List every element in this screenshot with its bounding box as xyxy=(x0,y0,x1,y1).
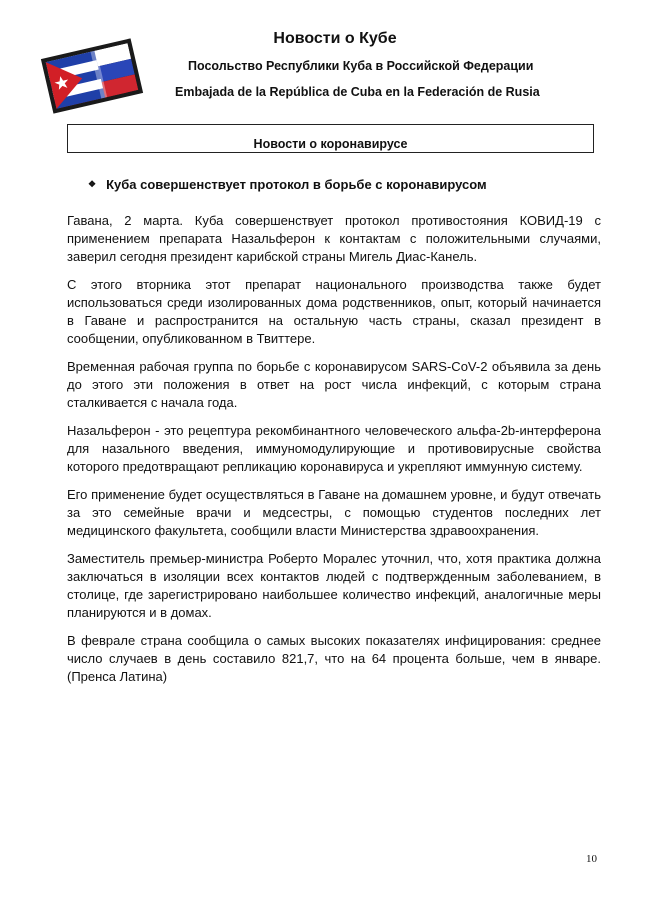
article-paragraph: Назальферон - это рецептура рекомбинантного человеческого альфа-2b-интерферона для назального введения, иммуномодулирующие и противовирусные свойства которого предотвращают репликацию коронавируса и укрепляют иммунную систему. xyxy=(67,423,601,474)
diamond-bullet-icon: ❖ xyxy=(88,179,97,189)
article-paragraph: С этого вторника этот препарат национального производства также будет использоваться среди изолированных дома родственников, опыт, который начинается в Гаване и распространится на остальную часть страны, сказал президент в сообщении, опубликованном в Твиттере. xyxy=(67,277,601,346)
page-number: 10 xyxy=(586,853,597,865)
article-headline-text: Куба совершенствует протокол в борьбе с коронавирусом xyxy=(106,177,487,192)
section-header-box xyxy=(67,124,594,153)
article-headline xyxy=(88,177,487,192)
cuba-russia-flags-logo xyxy=(40,36,144,116)
article-paragraph: Гавана, 2 марта. Куба совершенствует протокол противостояния КОВИД-19 с применением препарата Назальферон к контактам с положительными случаями, заверил сегодня президент карибской страны Мигель Диас-Канель. xyxy=(67,213,601,264)
article-paragraph: Его применение будет осуществляться в Гаване на домашнем уровне, и будут отвечать за это семейные врачи и медсестры, с помощью студентов последних лет медицинского факультета, сообщили власти Министерства здравоохранения. xyxy=(67,487,601,538)
section-title: Новости о коронавирусе xyxy=(253,137,408,151)
article-paragraph: Заместитель премьер-министра Роберто Моралес уточнил, что, хотя практика должна заключаться в изоляции всех контактов людей с подтвержденным заболеванием, в столице, где зарегистрировано наибольшее количество инфекций, аналогичные меры планируются и в домах. xyxy=(67,551,601,620)
embassy-name-spanish: Embajada de la República de Cuba en la Federación de Rusia xyxy=(175,85,540,99)
article-paragraph: Временная рабочая группа по борьбе с коронавирусом SARS-CoV-2 объявила за день до этого эти положения в ответ на рост числа инфекций, с которым страна сталкивается с начала года. xyxy=(67,359,601,410)
page-title: Новости о Кубе xyxy=(273,30,397,47)
article-body xyxy=(67,212,601,696)
embassy-name-russian: Посольство Республики Куба в Российской Федерации xyxy=(188,59,534,73)
article-paragraph: В феврале страна сообщила о самых высоких показателях инфицирования: среднее число случаев в день составило 821,7, что на 64 процента больше, чем в январе. (Пренса Латина) xyxy=(67,633,601,684)
